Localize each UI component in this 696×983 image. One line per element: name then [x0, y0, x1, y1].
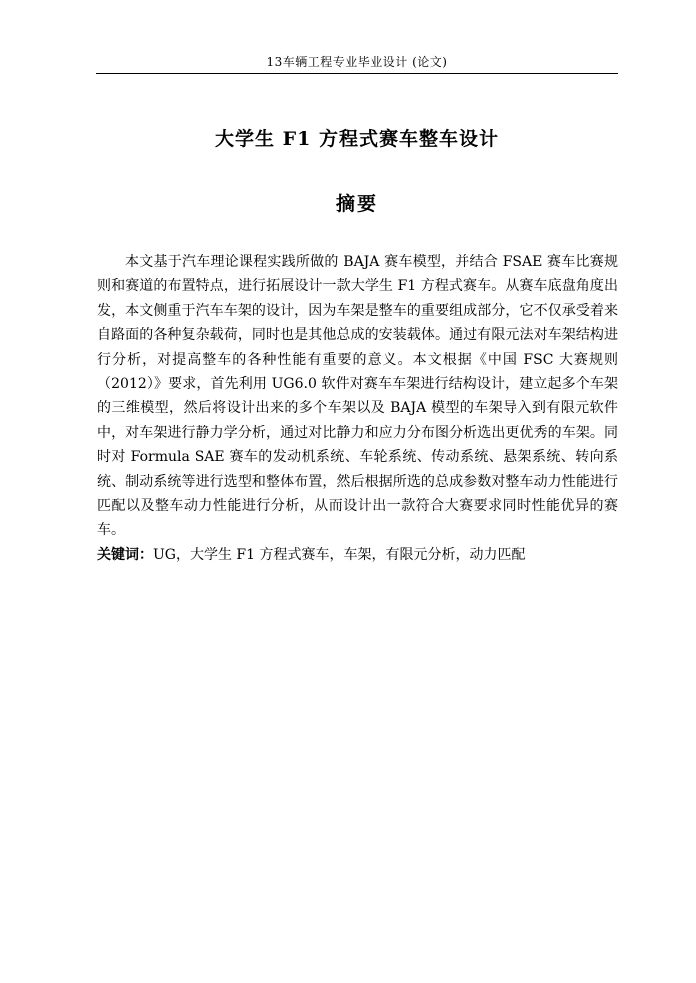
abstract-heading: 摘要 [335, 193, 378, 215]
header-divider [96, 73, 618, 74]
keywords-text: UG，大学生 F1 方程式赛车，车架，有限元分析，动力匹配 [153, 546, 526, 563]
abstract-body [97, 250, 618, 567]
keywords-line [97, 543, 618, 567]
keywords-label: 关键词： [97, 546, 153, 563]
document-title: 大学生 F1 方程式赛车整车设计 [215, 128, 499, 150]
running-header: 13车辆工程专业毕业设计 (论文) [266, 55, 448, 69]
abstract-paragraph: 本文基于汽车理论课程实践所做的 BAJA 赛车模型，并结合 FSAE 赛车比赛规则和赛道的布置特点，进行拓展设计一款大学生 F1 方程式赛车。从赛车底盘角度出发，本文侧重于汽车车架的设计，因为车架是整车的重要组成部分，它不仅承受着来自路面的各种复杂载荷，同时也是其他总成的安装载体。通过有限元法对车架结构进行分析，对提高整车的各种性能有重要的意义。本文根据《中国 FSC 大赛规则（2012）》要求，首先利用 UG6.0 软件对赛车车架进行结构设计，建立起多个车架的三维模型，然后将设计出来的多个车架以及 BAJA 模型的车架导入到有限元软件中，对车架进行静力学分析，通过对比静力和应力分布图分析选出更优秀的车架。同时对 Formula SAE 赛车的发动机系统、车轮系统、传动系统、悬架系统、转向系统、制动系统等进行选型和整体布置，然后根据所选的总成参数对整车动力性能进行匹配以及整车动力性能进行分析，从而设计出一款符合大赛要求同时性能优异的赛车。 [97, 254, 618, 539]
